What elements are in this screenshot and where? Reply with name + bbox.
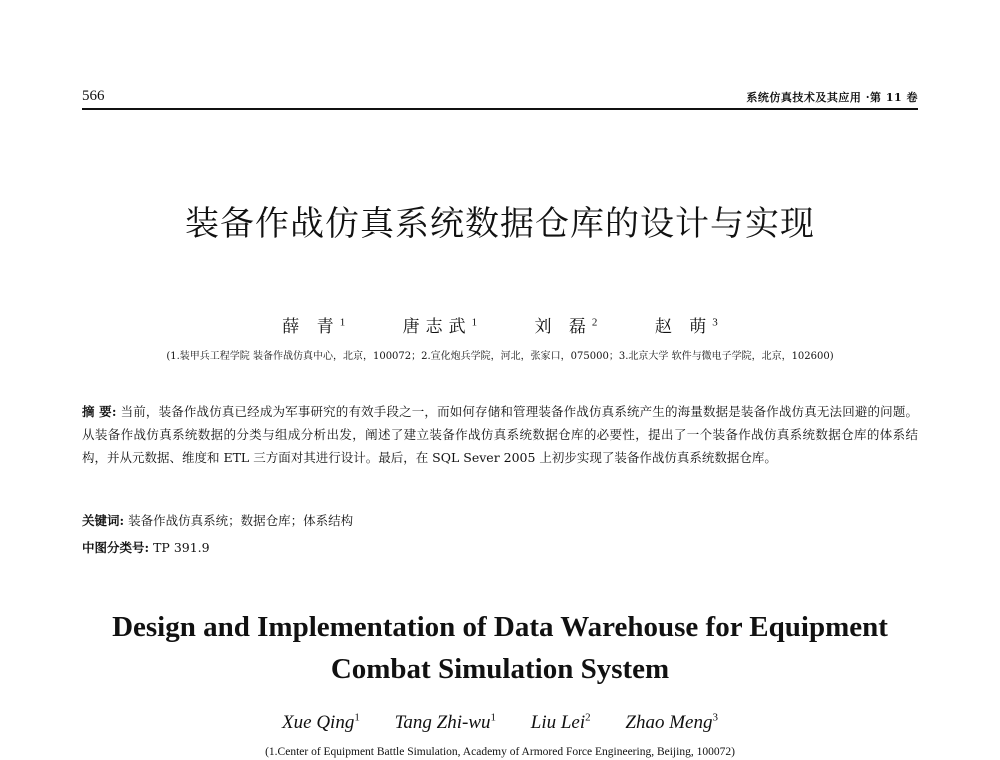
chinese-title: 装备作战仿真系统数据仓库的设计与实现	[185, 204, 815, 244]
english-title-line: Design and Implementation of Data Warehouse for Equipment	[112, 611, 888, 643]
author-en: Zhao Meng$^3$	[625, 712, 718, 734]
author-en: Liu Lei$^2$	[530, 712, 591, 734]
english-authors	[0, 712, 1000, 734]
keywords	[82, 511, 353, 529]
english-affiliation: (1.Center of Equipment Battle Simulation, Academy of Armored Force Engineering, Beijing, 100072)	[265, 746, 735, 758]
author-en: Xue Qing$^1$	[282, 712, 360, 734]
page-number: 566	[82, 88, 105, 104]
journal-name: 系统仿真技术及其应用 ·第 11 卷	[746, 91, 918, 104]
running-header	[82, 86, 918, 110]
chinese-authors	[0, 312, 1000, 337]
abstract-text: 当前，装备作战仿真已经成为军事研究的有效手段之一，而如何存储和管理装备作战仿真系统产生的海量数据是装备作战仿真无法回避的问题。从装备作战仿真系统数据的分类与组成分析出发，阐述了建立装备作战仿真系统数据仓库的必要性，提出了一个装备作战仿真系统数据仓库的体系结构，并从元数据、维度和 ETL 三方面对其进行设计。最后，在 SQL Sever 2005 上初步实现了装备作战仿真系统数据仓库。	[82, 404, 918, 465]
author-cn: 赵 萌$^3$	[654, 316, 718, 337]
clc-label: 中图分类号:	[82, 540, 150, 555]
author-cn: 唐志武$^1$	[402, 316, 478, 337]
keywords-label: 关键词:	[82, 513, 125, 528]
chinese-affiliation: (1.装甲兵工程学院 装备作战仿真中心，北京，100072；2.宣化炮兵学院，河北，张家口，075000；3.北京大学 软件与微电子学院，北京，102600)	[166, 351, 834, 362]
abstract-label: 摘 要:	[82, 404, 117, 419]
abstract	[82, 400, 918, 469]
english-title-line: Combat Simulation System	[330, 653, 670, 685]
author-cn: 薛 青$^1$	[282, 316, 346, 337]
english-title	[0, 606, 1000, 690]
classification-number	[82, 538, 210, 556]
clc-text: TP 391.9	[149, 540, 210, 555]
author-en: Tang Zhi-$wu^1$	[394, 712, 496, 734]
author-cn: 刘 磊$^2$	[534, 316, 598, 337]
keywords-text: 装备作战仿真系统；数据仓库；体系结构	[124, 513, 354, 528]
